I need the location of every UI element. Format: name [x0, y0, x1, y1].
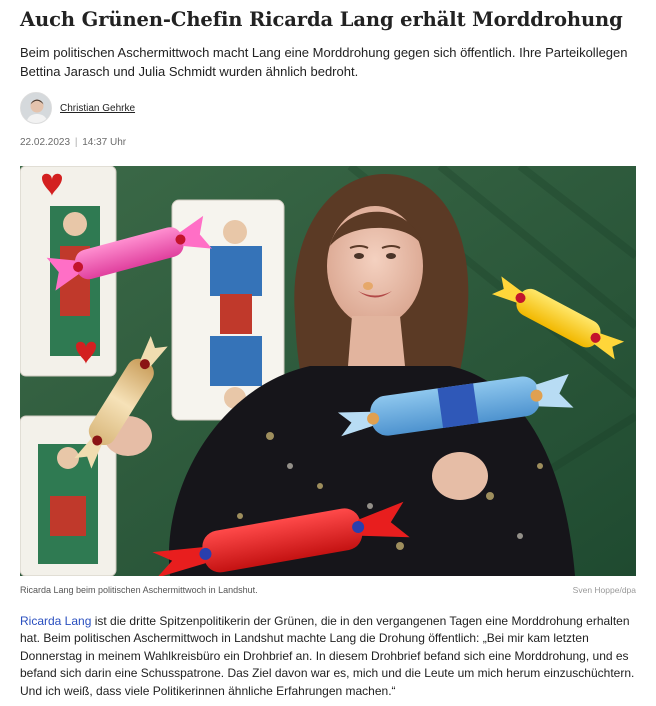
date: 22.02.2023 — [20, 137, 71, 148]
author-avatar[interactable] — [20, 92, 52, 124]
author-row — [20, 92, 135, 124]
author-link[interactable]: Christian Gehrke — [60, 102, 136, 114]
article-body — [20, 613, 636, 700]
image-credit: Sven Hoppe/dpa — [572, 585, 636, 595]
headline: Auch Grünen-Chefin Ricarda Lang erhält Morddrohung — [20, 8, 623, 31]
article-lead: Beim politischen Aschermittwoch macht Lang eine Morddrohung gegen sich öffentlich. Ihre Parteikollegen Bettina Jarasch und Julia Schmidt wurden ähnlich bedroht. — [20, 45, 628, 79]
image-caption: Ricarda Lang beim politischen Aschermittwoch in Landshut. — [20, 585, 258, 595]
body-paragraph: ist die dritte Spitzenpolitikerin der Grünen, die in den vergangenen Tagen eine Morddrohung erhalten hat. Beim politischen Aschermittwoch in Landshut machte Lang die Drohung öffentlich: „Bei mir kam letzten Donnerstag in meinem Wahlkreisbüro ein Drohbrief an. In diesem Drohbrief befand sich eine Morddrohung, und es befand sich darin eine Schusspatrone. Das Ziel davon war es, mich und die Leute um mich herum einzuschüchtern. Und ich weiß, dass viele Politikerinnen ähnliche Erfahrungen machen.“ — [20, 614, 635, 698]
time: 14:37 Uhr — [82, 137, 127, 148]
image-caption-row — [20, 585, 636, 595]
publish-date: 22.02.2023 | 14:37 Uhr — [20, 137, 127, 148]
ricarda-lang-link[interactable]: Ricarda Lang — [20, 614, 92, 628]
article-photo — [20, 166, 636, 576]
